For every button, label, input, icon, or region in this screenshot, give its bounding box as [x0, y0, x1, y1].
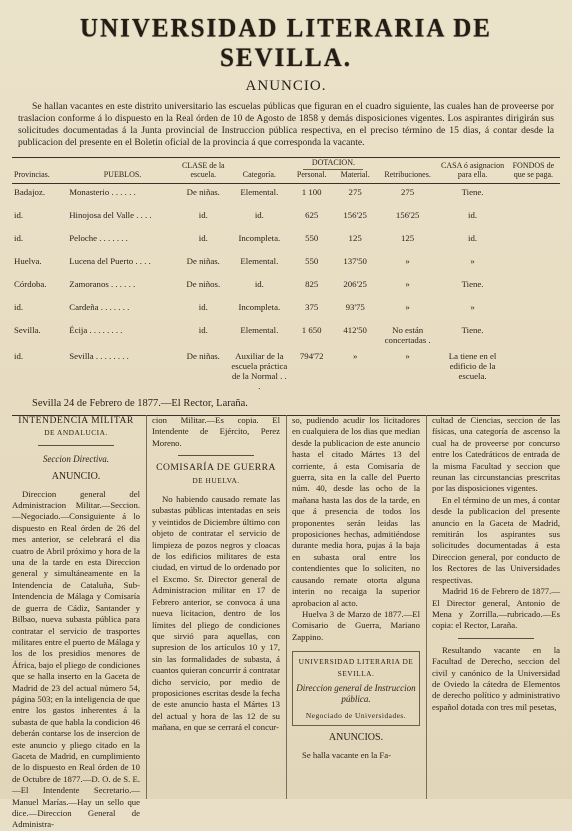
cell-provincia: id.	[14, 351, 24, 361]
anuncios-body: Se halla vacante en la Fa-	[302, 749, 392, 760]
cell-provincia: Badajoz.	[14, 187, 46, 197]
box-title: UNIVERSIDAD LITERARIA DE SEVILLA.	[298, 657, 414, 678]
anuncios-heading: ANUNCIOS.	[328, 732, 384, 744]
cell-clase: id.	[198, 210, 208, 220]
col-header-provincias: Provincias.	[14, 170, 50, 179]
table-row	[12, 230, 560, 253]
intendencia-subtitle: DE ANDALUCIA.	[44, 428, 108, 438]
box-subtitle: Direccion general de Instruccion pública.	[296, 682, 416, 705]
col-header-casa: CASA ó asignacion para ella.	[441, 161, 505, 179]
col-header-retribuciones: Retribuciones.	[384, 170, 431, 179]
seccion-directiva: Seccion Directiva.	[42, 453, 110, 464]
rector-signature: Sevilla 24 de Febrero de 1877.—El Rector, Laraña.	[32, 398, 248, 409]
cell-material: 412'50	[343, 325, 367, 335]
col-header-personal: Personal.	[296, 170, 327, 179]
comisaria-signature: Huelva 3 de Marzo de 1877.—El Comisario de Guerra, Mariano Zappino.	[292, 608, 420, 642]
cell-fondos	[507, 276, 560, 299]
comisaria-body: No habiendo causado remate las subastas públicas intentadas en seis y veintidos de Diciembre último con objeto de contratar el servicio de limpieza de pozos negros y cloacas de los edificios militares de esta ciudad, en virtud de lo ordenado por el Excmo. Sr. Director general de Administracion militar en 17 de Febrero anterior, se convoca á una nueva licitacion, dentro de los límites del pliego de condiciones que sirvió para aquellas, con supresion de los artículos 10 y 17, sin las formalidades de subasta, á cuantos quieran concurrir á contratar dicho servicio, por medio de proposiciones escritas desde la fecha de este anuncio hasta el Mártes 13 del actual y hora de las 12 de su mañana, en que se cerrará el concur-	[152, 494, 280, 733]
cell-pueblo: Cardeña . . . . . . .	[69, 302, 130, 312]
comisaria-subtitle: DE HUELVA.	[192, 475, 240, 485]
cell-casa: La tiene en el edificio de la escuela.	[448, 351, 497, 381]
cell-clase: De niñas.	[186, 187, 220, 197]
cell-categoria: id.	[254, 210, 264, 220]
cell-casa: Tiene.	[461, 325, 484, 335]
cell-pueblo: Lucena del Puerto . . . .	[69, 256, 151, 266]
cell-clase: id.	[198, 302, 208, 312]
cell-personal: 825	[305, 279, 319, 289]
cell-retribuciones: 125	[401, 233, 415, 243]
intendencia-title: INTENDENCIA MILITAR	[18, 415, 134, 426]
cell-material: 125	[348, 233, 362, 243]
cell-retribuciones: 156'25	[395, 210, 420, 220]
table-row	[12, 348, 560, 394]
cell-pueblo: Peloche . . . . . . .	[69, 233, 128, 243]
page-title: UNIVERSIDAD LITERARIA DE SEVILLA.	[80, 14, 492, 73]
cell-pueblo: Monasterio . . . . . .	[69, 187, 136, 197]
cell-pueblo: Écija . . . . . . . .	[69, 325, 123, 335]
col-header-material: Material.	[340, 170, 370, 179]
cell-fondos	[507, 322, 560, 348]
intendencia-rule	[38, 445, 115, 446]
cell-fondos	[507, 253, 560, 276]
cell-casa: Tiene.	[461, 187, 484, 197]
cell-provincia: id.	[14, 210, 24, 220]
comisaria-title: COMISARÍA DE GUERRA	[156, 462, 276, 474]
cell-personal: 794'72	[299, 351, 324, 361]
cell-material: 137'50	[343, 256, 367, 266]
cell-clase: De niñas.	[186, 351, 220, 361]
cell-retribuciones: »	[405, 279, 410, 289]
col-header-clase: CLASE de la escuela.	[181, 161, 225, 179]
universidad-notice-box	[292, 651, 420, 726]
cell-fondos	[507, 348, 560, 394]
ciencias-rule	[458, 638, 535, 639]
cell-pueblo: Hinojosa del Valle . . . .	[69, 210, 152, 220]
cell-provincia: Huelva.	[14, 256, 42, 266]
cell-categoria: Auxiliar de la escuela práctica de la Normal . . .	[231, 351, 288, 391]
cell-casa: id.	[468, 210, 478, 220]
intendencia-anuncio: ANUNCIO.	[51, 471, 101, 483]
cell-personal: 375	[305, 302, 319, 312]
cell-categoria: Elemental.	[240, 325, 279, 335]
table-row	[12, 253, 560, 276]
cell-personal: 550	[305, 233, 319, 243]
cell-retribuciones: »	[405, 256, 410, 266]
cell-personal: 1 100	[301, 187, 322, 197]
cell-pueblo: Sevilla . . . . . . . .	[69, 351, 129, 361]
cell-fondos	[507, 184, 560, 208]
ciencias-body-2: En el término de un mes, á contar desde la publicacion del presente anuncio en la Gaceta de Madrid, remitirán los aspirantes sus solicitudes documentadas á esta Direccion general, por conducto de los Rectores de las Universidades respectivas.	[432, 494, 560, 585]
cell-provincia: id.	[14, 302, 24, 312]
cell-categoria: Incompleta.	[238, 233, 281, 243]
cell-categoria: id.	[254, 279, 264, 289]
cell-material: 275	[348, 187, 362, 197]
cell-fondos	[507, 299, 560, 322]
col-header-pueblos: PUEBLOS.	[103, 170, 142, 179]
cell-clase: id.	[198, 325, 208, 335]
comisaria-rule	[178, 455, 255, 456]
cell-categoria: Incompleta.	[238, 302, 281, 312]
cell-fondos	[507, 230, 560, 253]
comisaria-body-continued: so, pudiendo acudir los licitadores en cualquiera de los dias que median desde la publicacion de este anuncio hasta el citado Mártes 13 del corriente, á esta Comisaría de guerra, sita en la calle del Puerto núm. 40, desde las ocho de la mañana hasta las dos de la tarde, en que á presencia de todos los proponentes serán leidas las proposiciones hechas, admitiéndose durante media hora, pujas á la baja en subasta oral entre los contendientes que lo soliciten, no causando remate otorta alguna interin no recaiga la superior aprobacion al acto.	[292, 415, 420, 608]
column-3	[286, 415, 420, 799]
ciencias-body: cultad de Ciencias, seccion de las físicas, una categoría de ascenso la cual ha de proveerse por concurso entre los Catedráticos de entrada de la misma Facultad y seccion que reunan las circunstancias prescritas por las disposiciones vigentes.	[432, 415, 560, 494]
cell-provincia: Sevilla.	[14, 325, 41, 335]
cell-material: 206'25	[343, 279, 367, 289]
table-row	[12, 299, 560, 322]
cell-material: »	[352, 351, 358, 361]
vacancies-table-body	[12, 184, 560, 395]
lower-columns	[12, 415, 560, 830]
cell-material: 156'25	[343, 210, 367, 220]
cell-categoria: Elemental.	[240, 187, 279, 197]
vacancies-table	[12, 157, 560, 394]
cell-provincia: id.	[14, 233, 24, 243]
col-header-categoria: Categoría.	[242, 170, 276, 179]
intendencia-body: Direccion general del Administracion Militar.—Seccion.—Negociado.—Consiguiente á lo dispuesto en Real órden de 26 del mes anterior, se celebrará el dia cuatro de Abril próximo y hora de la una de la tarde en esta Direccion general y simultáneamente en la Intendencia de Cataluña, Sub-Intendencia de Málaga y Comisaría de guerra de Cádiz, Santander y Bilbao, nueva subasta pública para contratar el servicio de trasportes militares entre el puerto de Málaga y los de los presidios menores de África, bajo el pliego de condiciones que se halla inserto en la Gaceta de Madrid de 23 del actual número 54, página 503; en la inteligencia de que entre los gastos inherentes á la subasta de que habla la condicion 46 deberán contarse los de insercion de este anuncio y pliego citado en la Gaceta de Madrid, en cumplimiento de lo dispuesto en Real órden de 10 de Octubre de 1877.—D. O. de S. E.—El Intendente Secretario.—Manuel Marías.—Hay un sello que dice.—Direccion General de Administra-	[12, 488, 140, 830]
cell-casa: Tiene.	[461, 279, 484, 289]
cell-casa: »	[470, 256, 475, 266]
cell-casa: id.	[468, 233, 478, 243]
cell-fondos	[507, 207, 560, 230]
cell-casa: »	[470, 302, 475, 312]
copia-note: cion Militar.—Es copia. El Intendente de Ejército, Perez Moreno.	[152, 415, 280, 448]
ciencias-signature: Madrid 16 de Febrero de 1877.—El Director general, Antonio de Mena y Zorrilla.—rubricado.—Es copia: el Rector, Laraña.	[432, 586, 560, 631]
column-4	[426, 415, 560, 799]
cell-personal: 625	[305, 210, 319, 220]
announcement-heading: ANUNCIO.	[245, 78, 327, 94]
cell-retribuciones: 275	[401, 187, 415, 197]
col-header-dotacion	[290, 158, 377, 171]
col-header-fondos: FONDOS de que se paga.	[512, 161, 555, 179]
derecho-body: Resultando vacante en la Facultad de Derecho, seccion del civil y canónico de la Universidad de Oviedo la cátedra de Elementos de derecho político y administrativo español dotada con tres mil pesetas,	[432, 644, 560, 712]
box-negociado: Negociado de Universidades.	[305, 710, 407, 720]
table-row	[12, 276, 560, 299]
cell-pueblo: Zamoranos . . . . . .	[69, 279, 136, 289]
table-row	[12, 207, 560, 230]
cell-retribuciones: »	[405, 351, 410, 361]
dotacion-label: DOTACION.	[311, 158, 355, 167]
cell-retribuciones: »	[405, 302, 410, 312]
cell-clase: De niñas.	[186, 256, 220, 266]
table-row	[12, 322, 560, 348]
intro-paragraph: Se hallan vacantes en este distrito universitario las escuelas públicas que figuran en el cuadro siguiente, las cuales han de proveerse por traslacion conforme á lo dispuesto en la Real órden de 10 de Agosto de 1858 y demás disposiciones vigentes. Los aspirantes dirigirán sus solicitudes documentadas á la Junta provincial de Instruccion pública respectiva, en el preciso término de 15 dias, á contar desde la publicacion del presente en el Boletin oficial de la provincia á que corresponda la vacante.	[18, 101, 554, 148]
column-1	[12, 415, 140, 830]
cell-material: 93'75	[345, 302, 365, 312]
cell-retribuciones: No están concertadas .	[384, 325, 431, 345]
cell-provincia: Córdoba.	[14, 279, 47, 289]
cell-categoria: Elemental.	[240, 256, 279, 266]
cell-clase: id.	[198, 233, 208, 243]
table-row	[12, 184, 560, 208]
cell-personal: 550	[305, 256, 319, 266]
column-2	[146, 415, 280, 799]
cell-personal: 1 650	[301, 325, 322, 335]
cell-clase: De niños.	[186, 279, 221, 289]
